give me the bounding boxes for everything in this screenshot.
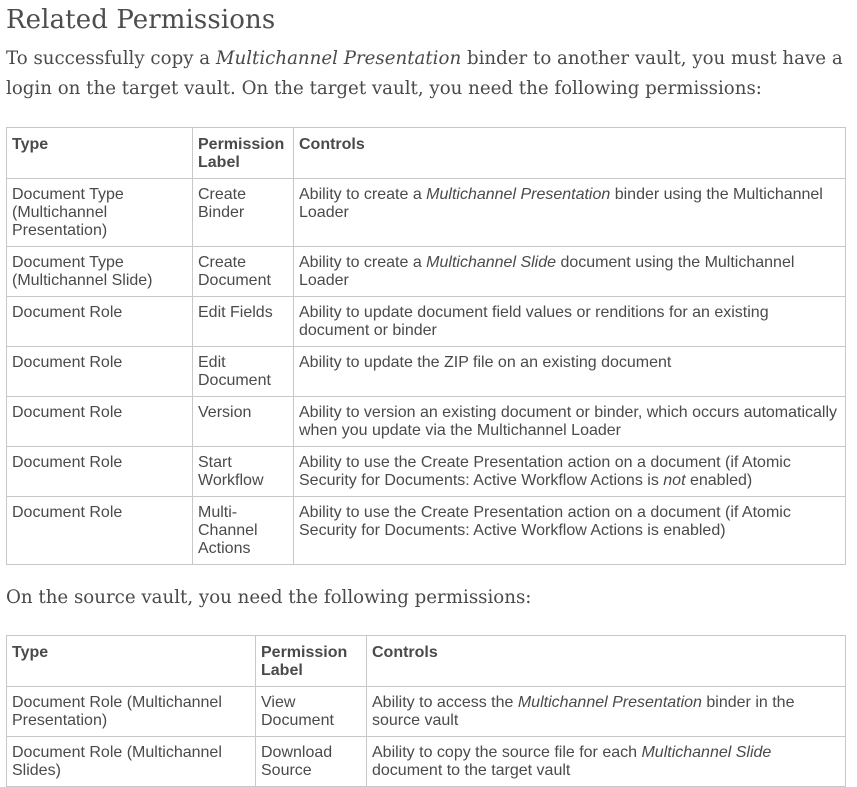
table-header-row (7, 128, 846, 179)
controls-text: enabled) (685, 472, 753, 489)
controls-text: Ability to update the ZIP file on an existing document (299, 354, 672, 371)
target-table-body (7, 179, 846, 565)
intro-text-2: binder to another vault, you must have a login on the target vault. On the target vault, you need the following permissions: (6, 48, 843, 99)
intro-text-1: To successfully copy a (6, 48, 216, 69)
cell-controls (367, 736, 846, 786)
controls-text: Ability to create a (299, 254, 427, 271)
controls-text: Ability to copy the source file for each (372, 743, 642, 761)
table-row (7, 686, 846, 736)
header-controls: Controls (294, 128, 846, 179)
cell-controls (294, 247, 846, 297)
header-permission-label: Permission Label (256, 635, 367, 686)
cell-controls (294, 397, 846, 447)
intro-emphasis: Multichannel Presentation (215, 48, 462, 69)
controls-emphasis: not (663, 472, 686, 489)
cell-permission-label: Start Workflow (193, 447, 294, 497)
cell-permission-label: Edit Document (193, 347, 294, 397)
controls-text: document to the target vault (372, 761, 571, 779)
cell-type: Document Role (Multichannel Presentation) (7, 686, 256, 736)
cell-permission-label: Create Document (193, 247, 294, 297)
page-title: Related Permissions (6, 5, 276, 35)
controls-text: Ability to create a (299, 186, 427, 203)
controls-emphasis: Multichannel Presentation (426, 186, 611, 203)
cell-permission-label: Multi-Channel Actions (193, 497, 294, 565)
table-row (7, 497, 846, 565)
cell-controls (294, 497, 846, 565)
table-row (7, 736, 846, 786)
cell-type: Document Type (Multichannel Presentation) (7, 179, 193, 247)
table-row (7, 247, 846, 297)
controls-emphasis: Multichannel Slide (641, 743, 772, 761)
cell-permission-label: Edit Fields (193, 297, 294, 347)
target-permissions-table (6, 127, 846, 565)
cell-type: Document Role (Multichannel Slides) (7, 736, 256, 786)
intro-paragraph (6, 44, 846, 103)
table-row (7, 179, 846, 247)
table-row (7, 297, 846, 347)
table-header-row (7, 635, 846, 686)
controls-emphasis: Multichannel Slide (426, 254, 557, 271)
source-permissions-table (6, 635, 846, 787)
controls-text: binder using the Multichannel Loader (299, 186, 823, 221)
controls-text: Ability to access the (372, 693, 518, 711)
controls-emphasis: Multichannel Presentation (517, 693, 702, 711)
cell-type: Document Type (Multichannel Slide) (7, 247, 193, 297)
table-row (7, 447, 846, 497)
header-permission-label: Permission Label (193, 128, 294, 179)
table-row (7, 397, 846, 447)
table-row (7, 347, 846, 397)
cell-controls (294, 297, 846, 347)
cell-permission-label: View Document (256, 686, 367, 736)
cell-type: Document Role (7, 297, 193, 347)
source-paragraph: On the source vault, you need the following permissions: (6, 587, 532, 608)
controls-text: document using the Multichannel Loader (299, 254, 795, 289)
article (6, 0, 846, 787)
cell-type: Document Role (7, 497, 193, 565)
source-table-body (7, 686, 846, 786)
controls-text: Ability to update document field values or renditions for an existing document or binder (299, 304, 769, 339)
cell-controls (294, 347, 846, 397)
cell-controls (367, 686, 846, 736)
header-type: Type (7, 128, 193, 179)
cell-controls (294, 179, 846, 247)
header-type: Type (7, 635, 256, 686)
controls-text: Ability to version an existing document or binder, which occurs automatically when you update via the Multichannel Loader (299, 404, 838, 439)
controls-text: Ability to use the Create Presentation action on a document (if Atomic Security for Documents: Active Workflow Actions is enabled) (299, 504, 791, 539)
cell-permission-label: Download Source (256, 736, 367, 786)
cell-type: Document Role (7, 397, 193, 447)
cell-permission-label: Create Binder (193, 179, 294, 247)
controls-text: Ability to use the Create Presentation action on a document (if Atomic Security for Documents: Active Workflow Actions is (299, 454, 791, 489)
header-controls: Controls (367, 635, 846, 686)
cell-type: Document Role (7, 447, 193, 497)
controls-text: binder in the source vault (372, 693, 795, 729)
cell-permission-label: Version (193, 397, 294, 447)
cell-type: Document Role (7, 347, 193, 397)
cell-controls (294, 447, 846, 497)
